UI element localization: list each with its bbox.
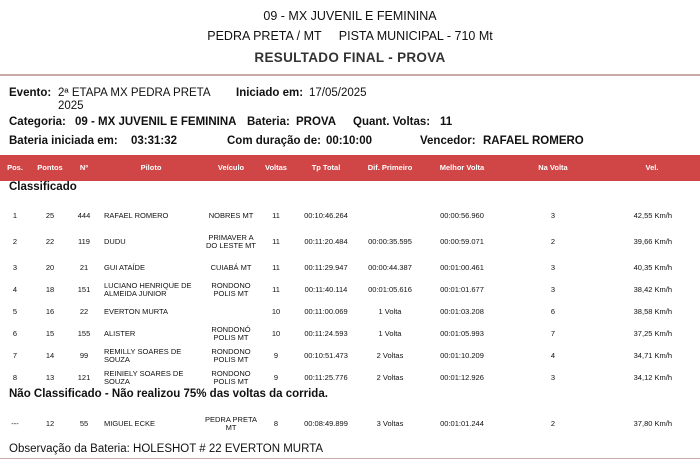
cell-piloto: EVERTON MURTA (104, 306, 169, 316)
cell-melhor-volta: 00:01:12.926 (440, 372, 484, 382)
categoria-value: 09 - MX JUVENIL E FEMININA (75, 116, 237, 128)
cell-melhor-volta: 00:01:05.993 (440, 328, 484, 338)
col-piloto: Piloto (140, 163, 162, 172)
cell-piloto: RAFAEL ROMERO (104, 210, 169, 220)
col-na-volta: Na Volta (538, 163, 568, 172)
col-dif-primeiro: Dif. Primeiro (367, 163, 413, 172)
duracao-label: Com duração de: (227, 135, 321, 147)
cell-pontos: 12 (45, 418, 55, 428)
cell-veiculo: PEDRA PRETA MT (205, 414, 257, 432)
cell-tp-total: 00:11:25.776 (304, 372, 348, 382)
cell-voltas: 9 (273, 350, 279, 360)
cell-na-volta: 7 (550, 328, 556, 338)
col-tp-total: Tp Total (311, 163, 341, 172)
cell-numero: 121 (77, 372, 91, 382)
categoria-label: Categoria: (9, 116, 66, 128)
cell-pontos: 14 (45, 350, 55, 360)
cell-dif-primeiro (358, 203, 422, 229)
cell-pontos: 15 (45, 328, 55, 338)
cell-piloto: REINIELY SOARES DE SOUZA (104, 368, 184, 386)
cell-numero: 151 (77, 284, 91, 294)
cell-voltas: 10 (271, 328, 281, 338)
cell-veiculo: RONDONÓ POLIS MT (211, 324, 251, 342)
cell-melhor-volta: 00:01:10.209 (440, 350, 484, 360)
cell-veiculo: RONDONO POLIS MT (211, 368, 251, 386)
cell-piloto: GUI ATAÍDE (104, 262, 145, 272)
cell-na-volta: 3 (550, 372, 556, 382)
cell-piloto: REMILLY SOARES DE SOUZA (104, 346, 182, 364)
cell-dif-primeiro: 1 Volta (378, 328, 402, 338)
cell-numero: 119 (78, 236, 90, 246)
cell-pos: --- (11, 418, 19, 428)
cell-tp-total: 00:10:51.473 (304, 350, 348, 360)
cell-piloto: DUDU (104, 236, 126, 246)
cell-pontos: 18 (45, 284, 55, 294)
iniciado-label: Iniciado em: (236, 87, 304, 99)
cell-melhor-volta: 00:01:00.461 (440, 262, 484, 272)
page-title: RESULTADO FINAL - PROVA (254, 50, 446, 65)
section-nao-classificado: Não Classificado - Não realizou 75% das voltas da corrida. (9, 388, 328, 400)
col-pos: Pos. (7, 163, 23, 172)
cell-piloto: ALISTER (104, 328, 136, 338)
cell-veiculo: RONDONO POLIS MT (211, 280, 251, 298)
cell-melhor-volta: 00:00:56.960 (440, 210, 484, 220)
table-row (0, 203, 700, 229)
bateria-iniciada-label: Bateria iniciada em: (9, 135, 118, 147)
cell-tp-total: 00:11:00.069 (304, 306, 348, 316)
cell-numero: 55 (79, 418, 89, 428)
cell-dif-primeiro: 00:00:35.595 (368, 236, 412, 246)
cell-voltas: 10 (271, 306, 281, 316)
evento-value-line1: 2ª ETAPA MX PEDRA PRETA (58, 87, 211, 99)
evento-label: Evento: (9, 87, 52, 99)
cell-voltas: 11 (272, 284, 280, 294)
venue-heading: PEDRA PRETA / MT PISTA MUNICIPAL - 710 Mt (207, 29, 493, 43)
cell-pos: 8 (12, 372, 18, 382)
cell-tp-total: 00:11:20.484 (304, 236, 348, 246)
cell-melhor-volta: 00:00:59.071 (440, 236, 484, 246)
cell-na-volta: 6 (550, 306, 556, 316)
cell-tp-total: 00:11:40.114 (304, 284, 348, 294)
vencedor-label: Vencedor: (420, 135, 476, 147)
cell-dif-primeiro: 00:00:44.387 (368, 262, 412, 272)
event-heading: 09 - MX JUVENIL E FEMININA (263, 9, 437, 23)
cell-tp-total: 00:11:24.593 (304, 328, 348, 338)
cell-vel: 39,66 Km/h (633, 236, 672, 246)
cell-pontos: 13 (45, 372, 55, 382)
voltas-value: 11 (440, 116, 453, 128)
cell-numero: 444 (77, 210, 91, 220)
cell-numero: 99 (79, 350, 89, 360)
cell-tp-total: 00:08:49.899 (304, 418, 348, 428)
evento-value-line2: 2025 (58, 100, 84, 112)
cell-voltas: 11 (272, 210, 280, 220)
cell-numero: 21 (79, 262, 89, 272)
table-row (0, 411, 700, 437)
cell-dif-primeiro: 3 Voltas (376, 418, 404, 428)
col-veiculo: Veículo (217, 163, 245, 172)
col-voltas: Voltas (265, 163, 287, 172)
header-divider (0, 74, 700, 76)
cell-dif-primeiro: 00:01:05.616 (368, 284, 412, 294)
results-table-header (0, 155, 700, 181)
cell-na-volta: 3 (550, 284, 556, 294)
duracao-value: 00:10:00 (326, 135, 373, 147)
cell-voltas: 9 (273, 372, 279, 382)
cell-piloto: LUCIANO HENRIQUE DE ALMEIDA JUNIOR (104, 280, 192, 298)
cell-numero: 155 (77, 328, 91, 338)
cell-vel: 37,80 Km/h (633, 418, 672, 428)
bateria-label: Bateria: (247, 116, 290, 128)
bateria-value: PROVA (296, 116, 337, 128)
cell-vel: 38,58 Km/h (633, 306, 672, 316)
cell-vel: 40,35 Km/h (633, 262, 672, 272)
voltas-label: Quant. Voltas: (353, 116, 431, 128)
cell-na-volta: 3 (550, 262, 556, 272)
col-vel: Vel. (645, 163, 659, 172)
table-row (0, 229, 700, 255)
observacao-bateria: Observação da Bateria: HOLESHOT # 22 EVERTON MURTA (9, 443, 324, 455)
cell-tp-total: 00:11:29.947 (304, 262, 348, 272)
col-pontos: Pontos (37, 163, 63, 172)
col-melhor-volta: Melhor Volta (439, 163, 485, 172)
cell-vel: 38,42 Km/h (633, 284, 672, 294)
cell-na-volta: 2 (550, 236, 556, 246)
cell-veiculo: CUIABÁ MT (210, 262, 252, 272)
section-classificado: Classificado (9, 181, 77, 193)
cell-na-volta: 4 (550, 350, 556, 360)
cell-pontos: 16 (45, 306, 55, 316)
cell-vel: 42,55 Km/h (633, 210, 672, 220)
cell-na-volta: 3 (550, 210, 556, 220)
cell-pos: 1 (12, 210, 18, 220)
cell-pos: 7 (12, 350, 18, 360)
iniciado-value: 17/05/2025 (309, 87, 367, 99)
cell-pos: 6 (12, 328, 18, 338)
bateria-iniciada-value: 03:31:32 (131, 135, 178, 147)
cell-dif-primeiro: 2 Voltas (376, 350, 404, 360)
col-numero: Nº (79, 163, 89, 172)
cell-vel: 37,25 Km/h (633, 328, 672, 338)
cell-veiculo: NOBRES MT (208, 210, 254, 220)
cell-veiculo: RONDONO POLIS MT (211, 346, 251, 364)
cell-dif-primeiro: 1 Volta (378, 306, 402, 316)
cell-melhor-volta: 00:01:01.677 (440, 284, 484, 294)
cell-pos: 2 (12, 236, 18, 246)
cell-pos: 5 (12, 306, 18, 316)
cell-melhor-volta: 00:01:01.244 (440, 418, 484, 428)
cell-pos: 3 (12, 262, 18, 272)
cell-pos: 4 (12, 284, 18, 294)
cell-pontos: 20 (45, 262, 55, 272)
cell-voltas: 11 (272, 262, 280, 272)
cell-melhor-volta: 00:01:03.208 (440, 306, 484, 316)
cell-voltas: 11 (272, 236, 280, 246)
cell-vel: 34,12 Km/h (633, 372, 672, 382)
cell-vel: 34,71 Km/h (633, 350, 672, 360)
cell-pontos: 22 (45, 236, 55, 246)
cell-pontos: 25 (45, 210, 55, 220)
cell-numero: 22 (79, 306, 89, 316)
cell-na-volta: 2 (550, 418, 556, 428)
vencedor-value: RAFAEL ROMERO (483, 135, 584, 147)
footer-divider (0, 458, 700, 459)
cell-veiculo: PRIMAVER A DO LESTE MT (205, 232, 256, 250)
cell-piloto: MIGUEL ECKE (104, 418, 155, 428)
cell-voltas: 8 (273, 418, 279, 428)
cell-dif-primeiro: 2 Voltas (376, 372, 404, 382)
cell-tp-total: 00:10:46.264 (304, 210, 348, 220)
